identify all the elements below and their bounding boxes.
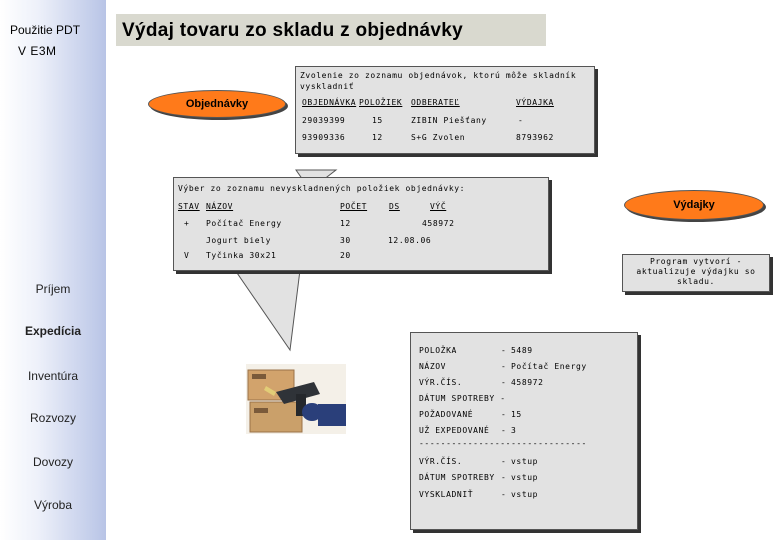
items-cell[interactable]: Tyčinka 30x21: [206, 251, 277, 260]
items-col-vyc: VÝČ: [430, 202, 447, 211]
detail-sep: -: [501, 362, 507, 371]
detail-value: 3: [511, 426, 517, 435]
program-note-line3: skladu.: [677, 277, 715, 286]
vydajky-button[interactable]: Výdajky: [624, 190, 764, 220]
detail-label: POŽADOVANÉ: [419, 410, 474, 419]
input-label: VYSKLADNIŤ: [419, 490, 474, 499]
input-sep: -: [501, 490, 507, 499]
vyskladnit-input[interactable]: vstup: [511, 490, 539, 499]
input-label: VÝR.ČÍS.: [419, 457, 463, 466]
page-title: Výdaj tovaru zo skladu z objednávky: [116, 14, 546, 46]
program-note-line1: Program vytvorí -: [649, 257, 743, 266]
sidebar-item-inventura[interactable]: Inventúra: [27, 369, 79, 383]
detail-divider: -------------------------------: [419, 439, 587, 448]
orders-cell[interactable]: 93909336: [302, 133, 346, 142]
items-cell[interactable]: Počítač Energy: [206, 219, 282, 228]
detail-label: NÁZOV: [419, 362, 447, 371]
detail-panel: [410, 332, 638, 530]
items-panel: [173, 177, 549, 271]
detail-label: POLOŽKA: [419, 346, 457, 355]
program-note: [622, 254, 770, 292]
items-col-stav: STAV: [178, 202, 200, 211]
detail-sep: -: [501, 410, 507, 419]
datum-spotreby-input[interactable]: vstup: [511, 473, 539, 482]
orders-cell: ZIBIN Piešťany: [411, 116, 487, 125]
orders-description-1: Zvolenie zo zoznamu objednávok, ktorú môže skladník: [300, 71, 577, 80]
items-cell[interactable]: Jogurt biely: [206, 236, 271, 245]
detail-value: Počítač Energy: [511, 362, 587, 371]
items-cell: 12.08.06: [388, 236, 432, 245]
orders-col-objednavka: OBJEDNÁVKA: [302, 98, 357, 107]
orders-cell: 8793962: [516, 133, 554, 142]
barcode-scanner-icon: [246, 364, 346, 434]
items-col-nazov: NÁZOV: [206, 202, 234, 211]
detail-value: 15: [511, 410, 522, 419]
items-cell: +: [184, 219, 190, 228]
items-col-ds: DS: [389, 202, 400, 211]
sidebar-title: Použitie PDT: [10, 23, 81, 37]
orders-cell: 15: [372, 116, 383, 125]
detail-label: UŽ EXPEDOVANÉ: [419, 426, 490, 435]
sidebar-item-dovozy[interactable]: Dovozy: [32, 455, 73, 469]
orders-col-odberatel: ODBERATEĽ: [411, 98, 460, 107]
orders-col-poloziek: POLOŽIEK: [359, 98, 403, 107]
sidebar-item-expedicia[interactable]: Expedícia: [24, 324, 82, 338]
sidebar-subtitle: V E3M: [18, 44, 57, 58]
orders-cell[interactable]: 29039399: [302, 116, 346, 125]
input-label: DÁTUM SPOTREBY: [419, 473, 495, 482]
orders-cell: S+G Zvolen: [411, 133, 466, 142]
orders-description-2: vyskladniť: [300, 82, 355, 91]
vyr-cis-input[interactable]: vstup: [511, 457, 539, 466]
items-col-pocet: POČET: [340, 202, 368, 211]
detail-label: DÁTUM SPOTREBY -: [419, 394, 506, 403]
detail-label: VÝR.ČÍS.: [419, 378, 463, 387]
scanner-photo: [246, 364, 346, 434]
items-cell: 12: [340, 219, 351, 228]
detail-sep: -: [501, 378, 507, 387]
callout-arrow-detail: [235, 270, 300, 350]
input-sep: -: [501, 473, 507, 482]
orders-cell: 12: [372, 133, 383, 142]
detail-sep: -: [501, 346, 507, 355]
items-cell: 458972: [422, 219, 455, 228]
orders-cell: -: [518, 116, 524, 125]
program-note-line2: aktualizuje výdajku so: [636, 267, 756, 276]
orders-col-vydajka: VÝDAJKA: [516, 98, 554, 107]
objednavky-button[interactable]: Objednávky: [148, 90, 286, 118]
sidebar-item-vyroba[interactable]: Výroba: [33, 498, 73, 512]
detail-value: 5489: [511, 346, 533, 355]
items-cell: 30: [340, 236, 351, 245]
items-cell: 20: [340, 251, 351, 260]
sidebar-item-rozvozy[interactable]: Rozvozy: [29, 411, 76, 425]
input-sep: -: [501, 457, 507, 466]
detail-sep: -: [501, 426, 507, 435]
orders-panel: [295, 66, 595, 154]
detail-value: 458972: [511, 378, 544, 387]
items-cell: V: [184, 251, 190, 260]
sidebar-item-prijem[interactable]: Príjem: [35, 282, 71, 296]
items-description: Výber zo zoznamu nevyskladnených položiek objednávky:: [178, 184, 466, 193]
